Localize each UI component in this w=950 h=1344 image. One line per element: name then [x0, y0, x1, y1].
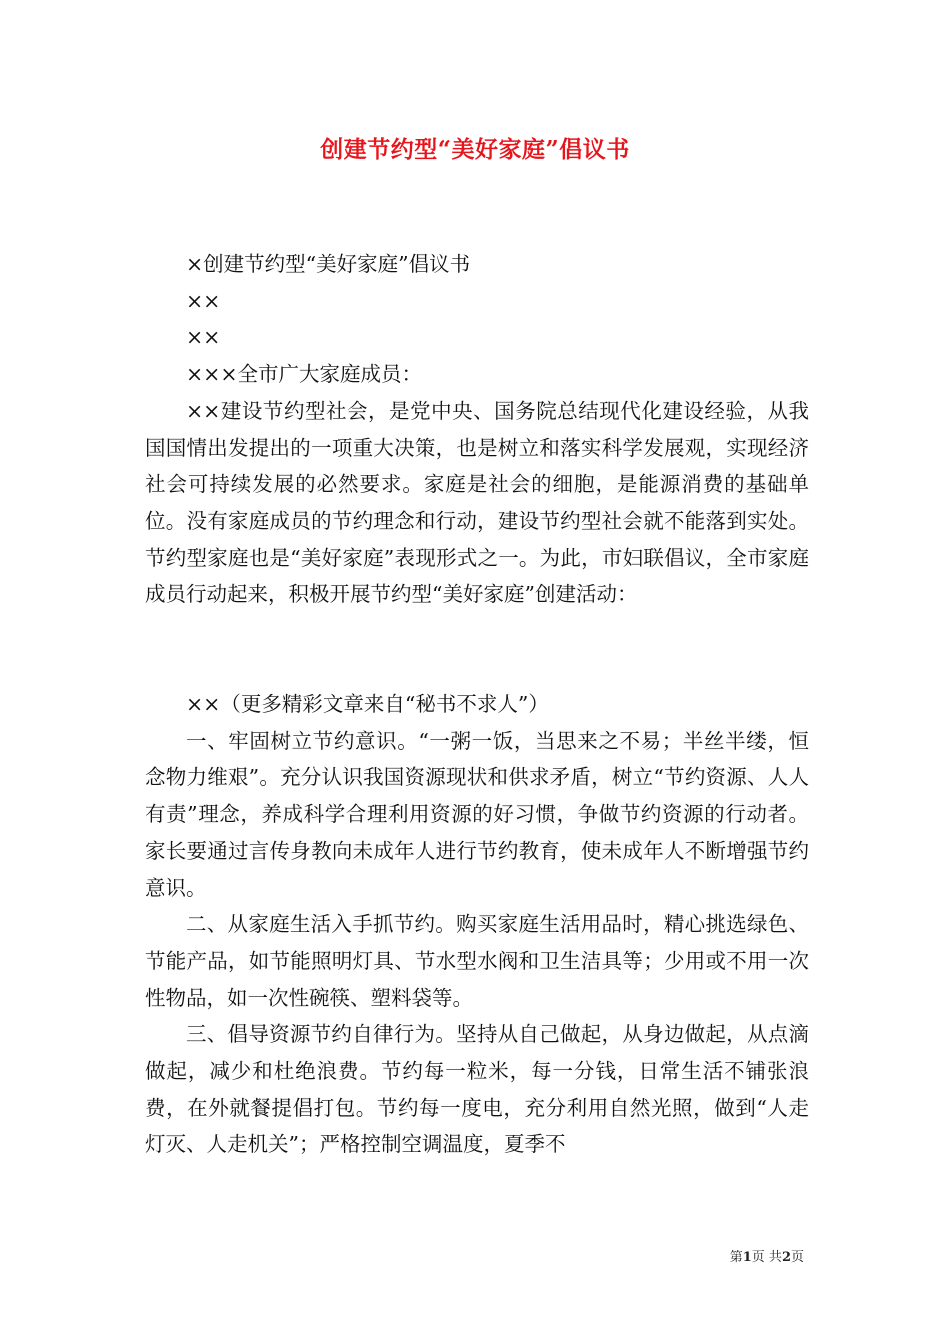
placeholder-line: ××	[186, 325, 221, 350]
footer-suffix: 页	[790, 1250, 804, 1265]
document-body	[145, 246, 809, 1163]
section-paragraph-1: 一、牢固树立节约意识。“一粥一饭，当思来之不易；半丝半缕，恒念物力维艰”。充分认识我国资源现状和供求矛盾，树立“节约资源、人人有责”理念，养成科学合理利用资源的好习惯，争做节约资源的行动者。家长要通过言传身教向未成年人进行节约教育，使未成年人不断增强节约意识。	[145, 728, 809, 900]
paragraph-gap	[145, 613, 809, 686]
source-note: ××（更多精彩文章来自“秘书不求人”）	[186, 692, 549, 717]
heading-line: ×创建节约型“美好家庭”倡议书	[186, 252, 471, 276]
footer-prefix: 第	[729, 1250, 743, 1265]
section-paragraph-2: 二、从家庭生活入手抓节约。购买家庭生活用品时，精心挑选绿色、节能产品，如节能照明灯具、节水型水阀和卫生洁具等；少用或不用一次性物品，如一次性碗筷、塑料袋等。	[145, 912, 809, 1010]
salutation: ×××全市广大家庭成员：	[186, 362, 423, 387]
section-paragraph-3: 三、倡导资源节约自律行为。坚持从自己做起，从身边做起，从点滴做起，减少和杜绝浪费。节约每一粒米，每一分钱，日常生活不铺张浪费，在外就餐提倡打包。节约每一度电，充分利用自然光照，做到“人走灯灭、人走机关”；严格控制空调温度，夏季不	[145, 1022, 809, 1157]
document-title: 创建节约型“美好家庭”倡议书	[320, 136, 630, 163]
footer-total-pages: 2	[781, 1250, 791, 1265]
footer-middle: 页 共	[751, 1250, 782, 1265]
page-number-footer	[730, 1249, 804, 1267]
intro-paragraph: ××建设节约型社会，是党中央、国务院总结现代化建设经验，从我国国情出发提出的一项重大决策，也是树立和落实科学发展观，实现经济社会可持续发展的必然要求。家庭是社会的细胞，是能源消费的基础单位。没有家庭成员的节约理念和行动，建设节约型社会就不能落到实处。节约型家庭也是“美好家庭”表现形式之一。为此，市妇联倡议，全市家庭成员行动起来，积极开展节约型“美好家庭”创建活动：	[145, 398, 809, 607]
placeholder-line: ××	[186, 288, 221, 313]
footer-current-page: 1	[742, 1250, 752, 1265]
